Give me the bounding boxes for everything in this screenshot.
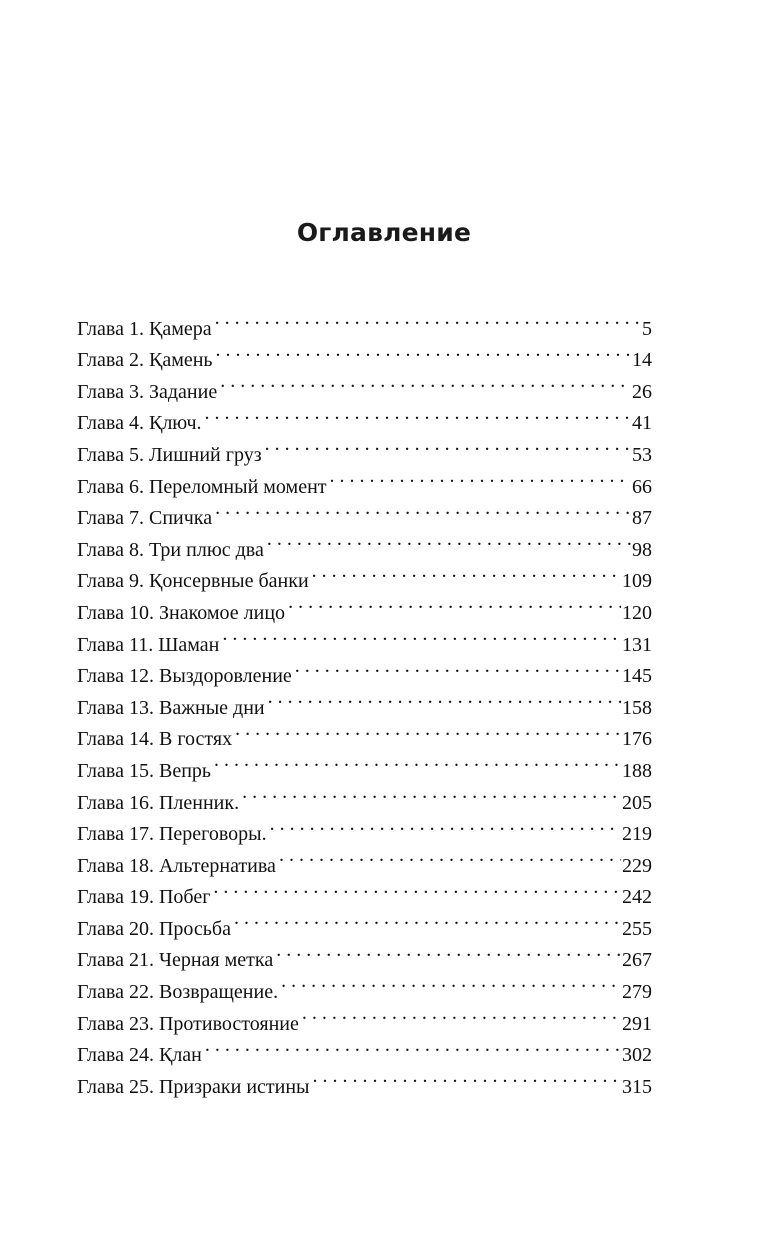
toc-entry-title: Глава 12. Выздоровление xyxy=(77,665,292,688)
toc-entry-title: Глава 22. Возвращение. xyxy=(77,981,279,1004)
toc-entry-title: Глава 1. Қамера xyxy=(77,317,212,340)
dot-leader xyxy=(216,335,631,367)
dot-leader xyxy=(276,935,621,967)
dot-leader xyxy=(215,303,641,335)
toc-entry-page-number: 291 xyxy=(622,1012,652,1035)
toc-entry-title: Глава 25. Призраки истины xyxy=(77,1075,310,1098)
toc-entry-page-number: 242 xyxy=(622,886,652,909)
toc-entry-title: Глава 20. Просьба xyxy=(77,917,231,940)
toc-entry-page-number: 176 xyxy=(622,728,652,751)
toc-entry-page-number: 255 xyxy=(622,917,652,940)
toc-entry-page-number: 41 xyxy=(632,412,652,435)
table-of-contents xyxy=(77,303,652,1098)
dot-leader xyxy=(267,524,631,556)
toc-entry-page-number: 315 xyxy=(622,1075,652,1098)
dot-leader xyxy=(215,493,631,525)
toc-entry-page-number: 120 xyxy=(622,601,652,624)
toc-entry-page-number: 158 xyxy=(622,696,652,719)
page-title: Оглавление xyxy=(296,218,472,247)
toc-entry-page-number: 26 xyxy=(632,380,652,403)
toc-entry-page-number: 131 xyxy=(622,633,652,656)
dot-leader xyxy=(312,1061,621,1093)
toc-entry-title: Глава 6. Переломный момент xyxy=(77,475,327,498)
toc-entry-page-number: 279 xyxy=(622,981,652,1004)
toc-entry-title: Глава 14. В гостях xyxy=(77,728,233,751)
toc-entry-page-number: 5 xyxy=(642,317,652,340)
dot-leader xyxy=(220,366,631,398)
dot-leader xyxy=(302,998,621,1030)
dot-leader xyxy=(279,840,621,872)
toc-entry-page-number: 14 xyxy=(632,349,652,372)
dot-leader xyxy=(330,461,631,493)
toc-entry-page-number: 188 xyxy=(622,759,652,782)
toc-entry-title: Глава 24. Қлан xyxy=(77,1044,202,1067)
toc-entry-page-number: 229 xyxy=(622,854,652,877)
dot-leader xyxy=(214,745,621,777)
toc-entry-page-number: 145 xyxy=(622,665,652,688)
dot-leader xyxy=(281,966,621,998)
dot-leader xyxy=(213,872,621,904)
toc-entry-page-number: 302 xyxy=(622,1044,652,1067)
toc-entry xyxy=(77,303,652,340)
dot-leader xyxy=(268,682,621,714)
dot-leader xyxy=(205,398,631,430)
toc-entry-title: Глава 8. Три плюс два xyxy=(77,538,264,561)
dot-leader xyxy=(312,556,621,588)
toc-entry-title: Глава 16. Пленник. xyxy=(77,791,240,814)
toc-entry-title: Глава 5. Лишний груз xyxy=(77,443,262,466)
dot-leader xyxy=(270,809,621,841)
toc-entry-title: Глава 4. Қлюч. xyxy=(77,412,202,435)
toc-entry-title: Глава 13. Важные дни xyxy=(77,696,265,719)
toc-entry-title: Глава 10. Знакомое лицо xyxy=(77,601,286,624)
toc-entry-title: Глава 18. Альтернатива xyxy=(77,854,276,877)
toc-entry-title: Глава 19. Побег xyxy=(77,886,211,909)
dot-leader xyxy=(205,1030,621,1062)
toc-entry-title: Глава 21. Черная метка xyxy=(77,949,274,972)
toc-entry-title: Глава 17. Переговоры. xyxy=(77,823,267,846)
toc-entry-title: Глава 23. Противостояние xyxy=(77,1012,299,1035)
toc-entry-title: Глава 15. Вепрь xyxy=(77,759,212,782)
toc-entry-title: Глава 2. Қамень xyxy=(77,349,213,372)
dot-leader xyxy=(295,651,621,683)
toc-entry-page-number: 205 xyxy=(622,791,652,814)
toc-entry-page-number: 53 xyxy=(632,443,652,466)
toc-entry-page-number: 98 xyxy=(632,538,652,561)
toc-entry-title: Глава 11. Шаман xyxy=(77,633,220,656)
toc-entry-title: Глава 9. Қонсервные банки xyxy=(77,570,309,593)
dot-leader xyxy=(222,619,621,651)
toc-entry-page-number: 267 xyxy=(622,949,652,972)
dot-leader xyxy=(265,429,631,461)
dot-leader xyxy=(235,714,621,746)
dot-leader xyxy=(242,777,621,809)
toc-entry-title: Глава 3. Задание xyxy=(77,380,218,403)
toc-entry-page-number: 87 xyxy=(632,507,652,530)
dot-leader xyxy=(288,587,621,619)
toc-entry-title: Глава 7. Спичка xyxy=(77,507,213,530)
toc-entry-page-number: 66 xyxy=(632,475,652,498)
dot-leader xyxy=(234,903,621,935)
toc-entry-page-number: 219 xyxy=(622,823,652,846)
toc-entry-page-number: 109 xyxy=(622,570,652,593)
